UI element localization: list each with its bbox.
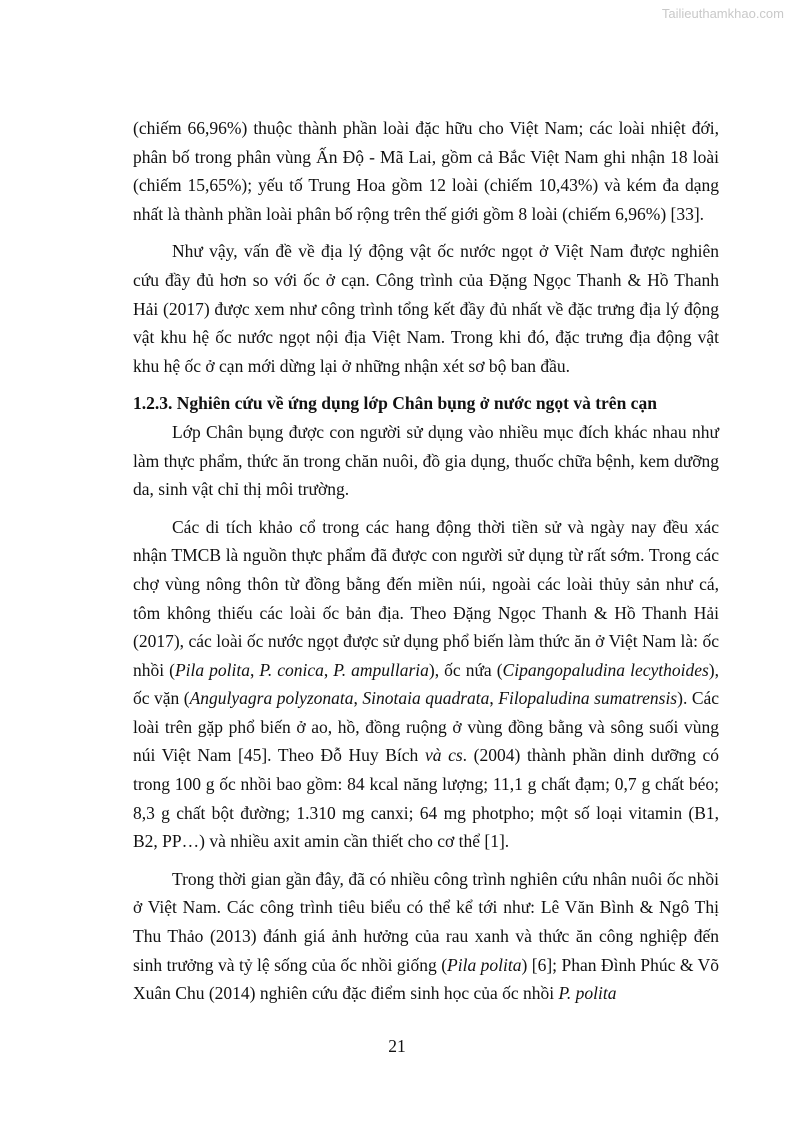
text-run: ). Các loài trên gặp phổ biến ở ao, hồ, đồng ruộng ở vùng đồng bằng và sông suối vùng núi Việt Nam [45]. Theo Đỗ Huy Bích	[133, 688, 720, 766]
species-name: P. conica	[259, 659, 324, 680]
text-run: ,	[353, 688, 363, 709]
page-number: 21	[388, 1036, 406, 1056]
text-run: ,	[323, 659, 334, 680]
paragraph-farming-research	[133, 865, 719, 1008]
section-heading: 1.2.3. Nghiên cứu về ứng dụng lớp Chân bụng ở nước ngọt và trên cạn	[133, 393, 657, 414]
species-name: Sinotaia quadrata	[362, 688, 490, 709]
species-name: Pila polita	[447, 954, 522, 975]
citation-etal: và cs	[424, 745, 463, 766]
text-run: . (2004) thành phần dinh dưỡng có trong 100 g ốc nhồi bao gồm: 84 kcal năng lượng; 11,1 g chất đạm; 0,7 g chất béo; 8,3 g chất bột đường; 1.310 mg canxi; 64 mg photpho; một số loại vitamin (B1, B2, PP…) và nhiều axit amin cần thiết cho cơ thể [1].	[133, 745, 719, 852]
text-run: ), ốc vặn (	[133, 659, 719, 709]
text-run: ), ốc nứa (	[428, 659, 503, 680]
text-run: Trong thời gian gần đây, đã có nhiều công trình nghiên cứu nhân nuôi ốc nhồi ở Việt Nam. Các công trình tiêu biểu có thể kể tới như: Lê Văn Bình & Ngô Thị Thu Thảo (2013) đánh giá ảnh hưởng của rau xanh và thức ăn công nghiệp đến sinh trưởng và tỷ lệ sống của ốc nhồi giống (	[133, 868, 719, 975]
paragraph-continuation: (chiếm 66,96%) thuộc thành phần loài đặc hữu cho Việt Nam; các loài nhiệt đới, phân bố trong phân vùng Ấn Độ - Mã Lai, gồm cả Bắc Việt Nam ghi nhận 18 loài (chiếm 15,65%); yếu tố Trung Hoa gồm 12 loài (chiếm 10,43%) và kém đa dạng nhất là thành phần loài phân bố rộng trên thế giới gồm 8 loài (chiếm 6,96%) [33].	[133, 118, 719, 224]
text-run: Các di tích khảo cổ trong các hang động thời tiền sử và ngày nay đều xác nhận TMCB là nguồn thực phẩm đã được con người sử dụng từ rất sớm. Trong các chợ vùng nông thôn từ đồng bằng đến miền núi, ngoài các loài thủy sản như cá, tôm không thiếu các loài ốc bản địa. Theo Đặng Ngọc Thanh & Hồ Thanh Hải (2017), các loài ốc nước ngọt được sử dụng phổ biến làm thức ăn ở Việt Nam là: ốc nhồi (	[133, 516, 719, 680]
document-body	[133, 114, 719, 1017]
species-name: P. polita	[558, 983, 617, 1004]
species-name: Cipangopaludina lecythoides	[502, 659, 709, 680]
paragraph-food-source	[133, 513, 719, 856]
paragraph-uses-intro: Lớp Chân bụng được con người sử dụng vào nhiều mục đích khác nhau như làm thực phẩm, thức ăn trong chăn nuôi, đồ gia dụng, thuốc chữa bệnh, kem dưỡng da, sinh vật chỉ thị môi trường.	[133, 421, 719, 500]
species-name: Angulyagra polyzonata	[189, 688, 354, 709]
watermark: Tailieuthamkhao.com	[661, 6, 784, 21]
text-run: ) [6]; Phan Đình Phúc & Võ Xuân Chu (2014) nghiên cứu đặc điểm sinh học của ốc nhồi	[133, 954, 719, 1004]
text-run: ,	[250, 659, 260, 680]
text-run: ,	[489, 688, 499, 709]
species-name: P. ampullaria	[333, 659, 429, 680]
species-name: Filopaludina sumatrensis	[498, 688, 678, 709]
species-name: Pila polita	[174, 659, 250, 680]
paragraph-biogeography-summary: Như vậy, vấn đề về địa lý động vật ốc nước ngọt ở Việt Nam được nghiên cứu đầy đủ hơn so với ốc ở cạn. Công trình của Đặng Ngọc Thanh & Hồ Thanh Hải (2017) được xem như công trình tổng kết đầy đủ nhất về đặc trưng địa lý động vật khu hệ ốc nước ngọt nội địa Việt Nam. Trong khi đó, đặc trưng địa động vật khu hệ ốc ở cạn mới dừng lại ở những nhận xét sơ bộ ban đầu.	[133, 241, 719, 376]
